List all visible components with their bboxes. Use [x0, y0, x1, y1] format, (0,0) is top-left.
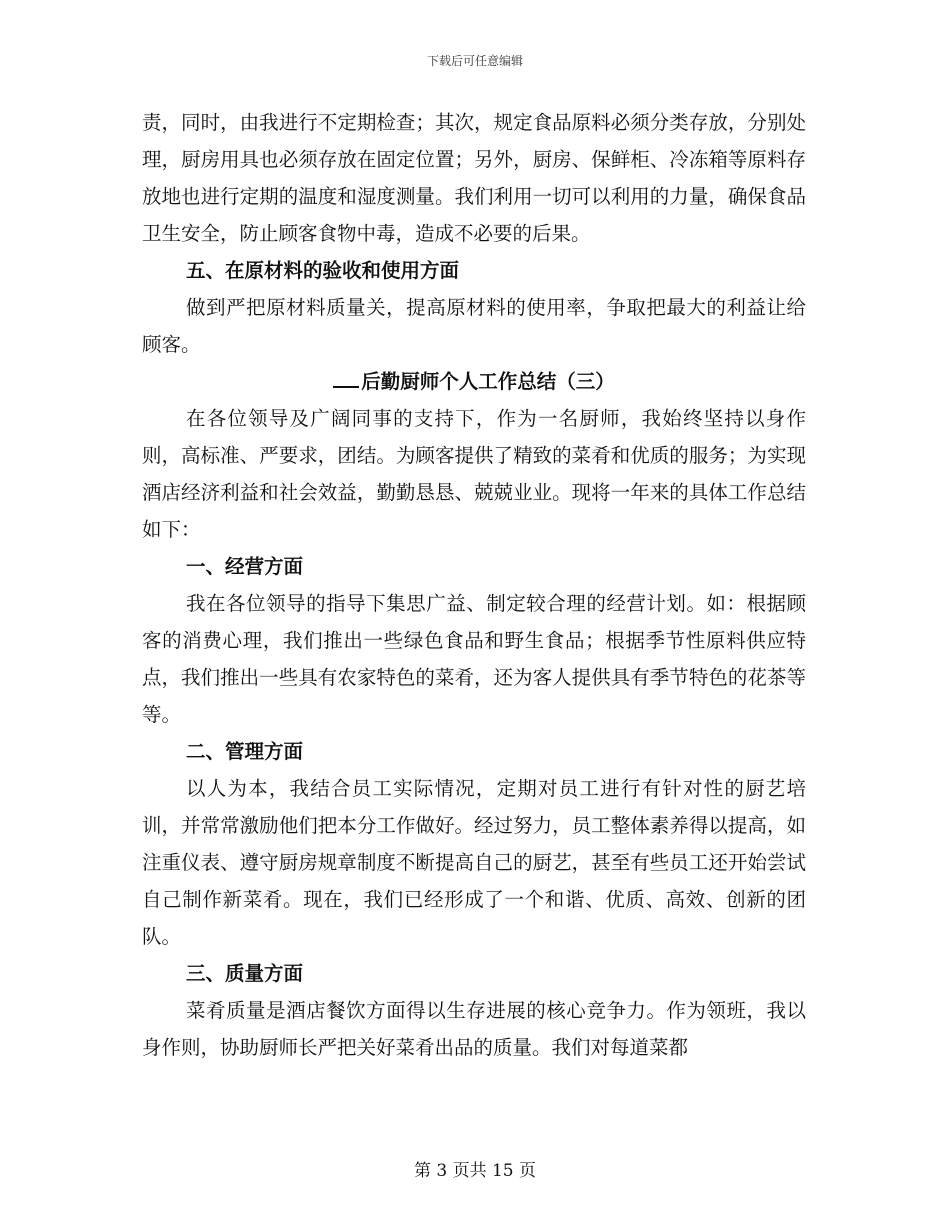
document-title-text: 后勤厨师个人工作总结（三） [361, 370, 615, 393]
header-note: 下载后可任意编辑 [426, 54, 523, 68]
section-heading-1: 一、经营方面 [186, 555, 304, 578]
paragraph-intro: 在各位领导及广阔同事的支持下，作为一名厨师，我始终坚持以身作则，高标准、严要求，团结。为顾客提供了精致的菜肴和优质的服务；为实现酒店经济利益和社会效益，勤勤恳恳、兢兢业业。现将一年来的具体工作总结如下： [142, 407, 806, 541]
section-heading-3: 三、质量方面 [186, 962, 304, 985]
paragraph-quality: 菜肴质量是酒店餐饮方面得以生存进展的核心竞争力。作为领班，我以身作则，协助厨师长严把关好菜肴出品的质量。我们对每道菜都 [142, 999, 806, 1059]
title-blank-underline [333, 368, 359, 388]
section-heading-2: 二、管理方面 [186, 740, 304, 763]
paragraph-management: 以人为本，我结合员工实际情况，定期对员工进行有针对性的厨艺培训，并常常激励他们把本分工作做好。经过努力，员工整体素养得以提高，如注重仪表、遵守厨房规章制度不断提高自己的厨艺，甚至有些员工还开始尝试自己制作新菜肴。现在，我们已经形成了一个和谐、优质、高效、创新的团队。 [142, 777, 806, 948]
paragraph-continued: 责，同时，由我进行不定期检查；其次，规定食品原料必须分类存放，分别处理，厨房用具也必须存放在固定位置；另外，厨房、保鲜柜、冷冻箱等原料存放地也进行定期的温度和湿度测量。我们利用一切可以利用的力量，确保食品卫生安全，防止顾客食物中毒，造成不必要的后果。 [142, 111, 806, 245]
document-title [142, 363, 806, 400]
page-number: 第 3 页共 15 页 [413, 1161, 537, 1181]
paragraph-materials: 做到严把原材料质量关，提高原材料的使用率，争取把最大的利益让给顾客。 [142, 296, 806, 356]
section-heading-5: 五、在原材料的验收和使用方面 [186, 259, 460, 282]
document-body [142, 104, 806, 1066]
paragraph-operations: 我在各位领导的指导下集思广益、制定较合理的经营计划。如：根据顾客的消费心理，我们推出一些绿色食品和野生食品；根据季节性原料供应特点，我们推出一些具有农家特色的菜肴，还为客人提供具有季节特色的花茶等等。 [142, 592, 806, 726]
